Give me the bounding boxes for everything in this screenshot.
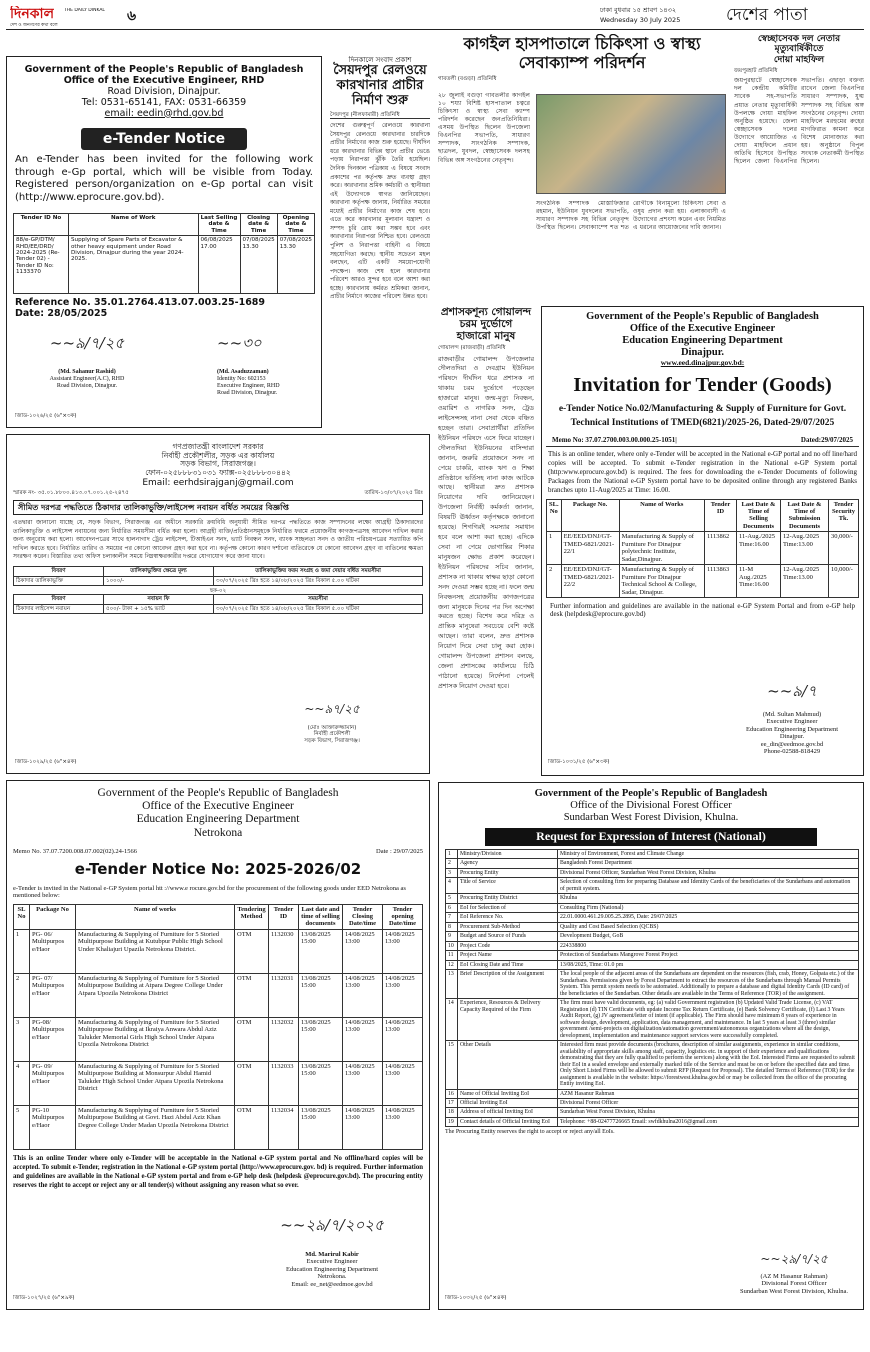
- td: Consulting Firm (National): [558, 903, 859, 912]
- td: 13/08/2025 15:00: [299, 1061, 343, 1105]
- memo-date: Date : 29/07/2025: [376, 847, 423, 855]
- td: OTM: [235, 929, 269, 973]
- td: The local people of the adjacent areas of the Sundarbans are dependent on the resources (fish, crab, Honey, Golpata etc.) of the Sundarbans. Permissions given by Forest Department to extract the resources of the Sundarbans through Manual Permits System. This permit system needs to be automated. Additionally to prepare a database and digital Identity Cards (ID card) of the beneficiaries of the Sundarban. Other details are available in the Terms of Reference (TOR) of the assignment.: [558, 970, 859, 999]
- td: 22.01.0000.461.29.005.25.2895, Date: 29/07/2025: [558, 913, 859, 922]
- td: 14/08/2025 13:00: [343, 1061, 383, 1105]
- byline: গাবতলী (বগুড়া) প্রতিনিধি: [438, 76, 497, 83]
- ad-email: email: eedin@rhd.gov.bd: [104, 107, 224, 119]
- th: Tender ID: [705, 499, 737, 532]
- th: SL. No: [547, 499, 562, 532]
- th: Tender Security Tk.: [829, 499, 859, 532]
- memo-row: [7, 840, 429, 855]
- ad-office: Office of the Executive Engineer: [142, 800, 294, 813]
- headline: কাগইল হাসপাতালে চিকিৎসা ও স্বাস্থ্য সেবাক্যাম্প পরিদর্শন: [463, 34, 701, 73]
- td: 1113862: [705, 532, 737, 565]
- td: 11-Aug./2025 Time:16.00: [737, 532, 781, 565]
- td: 10: [446, 941, 458, 950]
- ref-date: Date: 28/05/2025: [15, 308, 108, 320]
- article-body: দেশের গুরুত্বপূর্ণ রেলওয়ে কারখানা সৈয়দপুর রেলওয়ে কারখানার চারদিকে প্রাচীর নির্মাণের কাজ শুরু হয়েছে। দীর্ঘদিন ধরে কারখানার বিভিন্ন স্থানে প্রাচীর ভেঙে পড়ায় নিরাপত্তা ঝুঁকি তৈরি হয়েছিল। দৈনিক দিনকাল পত্রিকায় এ বিষয়ে সংবাদ প্রকাশের পর কর্তৃপক্ষ দ্রুত ব্যবস্থা গ্রহণ করে। কারখানার শ্রমিক কর্মচারী ও স্থানীয়রা এই উদ্যোগকে স্বাগত জানিয়েছেন। কারখানা কর্তৃপক্ষ জানায়, নির্ধারিত সময়ের মধ্যেই প্রাচীর নির্মাণের কাজ শেষ হবে। এতে করে কারখানার মূল্যবান যন্ত্রাংশ ও সম্পদ চুরি রোধ করা সম্ভব হবে এবং কারখানার নিরাপত্তা নিশ্চিত হবে। রেলওয়ে পুলিশ ও নিরাপত্তা বাহিনী এ বিষয়ে সহযোগিতা করছে। স্থানীয় সচেতন মহল বলছেন, এটি একটি সময়োপযোগী পদক্ষেপ। কাজ শেষ হলে কারখানার পরিবেশ আরও সুন্দর হবে বলে আশা করা হচ্ছে। কারখানায় কর্মরত শ্রমিকরা জানান, প্রাচীর নির্মাণে কাজের পরিবেশ উন্নত হবে।: [330, 123, 430, 301]
- td: 1: [547, 532, 562, 565]
- td: Ministry/Division: [458, 849, 558, 858]
- byline: সৈয়দপুর (নীলফামারী) প্রতিনিধি: [330, 112, 430, 119]
- eoi-row: [446, 1108, 859, 1117]
- section-title: দেশের পাতা: [726, 6, 808, 25]
- td: Quality and Cost Based Selection (QCBS): [558, 922, 859, 931]
- td: 14/08/2025 13:00: [343, 1017, 383, 1061]
- td: OTM: [235, 1105, 269, 1149]
- td: 1132030: [269, 929, 299, 973]
- notice-subtitle: e-Tender Notice No.02/Manufacturing & Supply of Furniture for Govt. Technical Institutions of TMED(6821)/2025-26, Dated-29/07/2025: [558, 404, 847, 428]
- td: 5: [446, 894, 458, 903]
- ad-tel: Tel: 0531-65141, FAX: 0531-66359: [81, 96, 247, 108]
- signature-mark: ~~২৯/৭/২৫: [760, 1253, 828, 1266]
- ad-office: নির্বাহী প্রকৌশলীর, সড়ক এর কার্যালয়: [161, 450, 275, 460]
- masthead: [6, 4, 864, 30]
- eoi-table-body: [446, 849, 859, 1126]
- td: Manufacturing & Supplying of Furniture for 5 Storied Multipurpose Building at Govt. Hazi Abdul Aziz Khan Degree College Under Madan Upozila Netrokona District: [76, 1105, 235, 1149]
- eoi-row: [446, 1089, 859, 1098]
- signature-mark: ~~৯/৭/২৫: [49, 335, 125, 352]
- td: Agency: [458, 859, 558, 868]
- notice-body: An e-Tender has been invited for the following work through e-Gp portal, which will be visible from Today. Registered person/organization on e-Gp portal can visit (http://www.eprocure.gov.bd).: [15, 153, 313, 204]
- headline: চরম দুর্ভোগে: [459, 318, 513, 331]
- td: 5: [14, 1105, 30, 1149]
- td: OTM: [235, 1017, 269, 1061]
- ad-gov-title: Government of the People's Republic of Bangladesh: [534, 788, 768, 799]
- td: 14/08/2025 13:00: [343, 973, 383, 1017]
- eoi-row: [446, 960, 859, 969]
- th: Last date and time of selling documents: [299, 904, 343, 929]
- td: 224338800: [558, 941, 859, 950]
- td: Divisional Forest Officer: [558, 1099, 859, 1108]
- td: PG-08/ Multipurpos e/Haor: [30, 1017, 76, 1061]
- forest-eoi-ad: [438, 782, 864, 1310]
- td: Procurement Sub-Method: [458, 922, 558, 931]
- th: Closing date & Time: [240, 213, 277, 235]
- ad-district: Netrokona: [193, 826, 243, 839]
- eoi-row: [446, 903, 859, 912]
- td: 18: [446, 1108, 458, 1117]
- signature-block: [257, 1217, 407, 1288]
- sig-line: Road Division, Dinajpur.: [56, 382, 118, 389]
- td: 30,000/-: [829, 532, 859, 565]
- td: 8: [446, 922, 458, 931]
- eoi-row: [446, 1041, 859, 1089]
- eoi-row: [446, 1117, 859, 1126]
- td: Supplying of Spare Parts of Excavator & other heavy equipment under Road Division, Dinajpur during the year 2024-2025.: [69, 236, 199, 294]
- td: 2: [446, 859, 458, 868]
- th: Tender ID: [269, 904, 299, 929]
- eoi-row: [446, 894, 859, 903]
- sig-line: Phone-02588-818429: [763, 748, 821, 756]
- td: 14/08/2025 13:00: [383, 973, 423, 1017]
- eoi-row: [446, 868, 859, 877]
- td: 13/08/2025 15:00: [299, 1017, 343, 1061]
- tagline: দেশ ও জনগণের কথা বলে: [10, 23, 58, 28]
- td: PG- 07/ Multipurpos e/Haor: [30, 973, 76, 1017]
- td: 14/08/2025 13:00: [343, 929, 383, 973]
- td: 13/08/2025, Time: 01.0 pm: [558, 960, 859, 969]
- eoi-row: [446, 951, 859, 960]
- dp-code: জিডি-১০৩১/২৫ (৬"×৩ক): [548, 759, 610, 765]
- td: Address of official Inviting EoI: [458, 1108, 558, 1117]
- footer-text: This is an online Tender where only e-Tender will be acceptable in the National e-GP system portal and No offline/hard copies will be accepted. To submit e-Tender, registration in the National e-GP system portal (http://www.eprocure.gov. bd) is required. Further information and guidelines are available in the National e-GP system portal and from e-GP help desk (helpdesk @eprocure.gov.bd). The procuring entity reserves the right to accept or reject any or all tender(s) without assigning any reason what so ever.: [13, 1154, 423, 1190]
- td: Budget and Source of Funds: [458, 932, 558, 941]
- td: 1132034: [269, 1105, 299, 1149]
- eoi-row: [446, 878, 859, 894]
- td: Procuring Entity: [458, 868, 558, 877]
- footer-text: Further information and guidelines are available in the national e-GP System Portal and from e-GP help desk (helpdesk@eprocure.gov.bd): [550, 602, 855, 619]
- signature-mark: ~~২৯/৭/২০২৫: [280, 1217, 384, 1234]
- sig-line: Identity No: 602153: [217, 375, 266, 382]
- sig-line: (AZ M Hasanur Rahman): [760, 1273, 828, 1280]
- td: 11-M Aug./2025 Time:16.00: [737, 565, 781, 598]
- th: Tender ID No: [14, 213, 69, 235]
- td: 10,000/-: [829, 565, 859, 598]
- sig-line: Executive Engineer: [766, 718, 818, 726]
- notice-title: e-Tender Notice: [81, 128, 247, 150]
- td: ঠিকাদার লাইসেন্স নবায়ন: [14, 604, 104, 613]
- sig-line: Email: ee_net@eedmoe.gov.bd: [291, 1280, 373, 1288]
- td: EoI for Selection of: [458, 903, 558, 912]
- td: Other Details: [458, 1041, 558, 1089]
- news-joypurhat: [734, 34, 864, 300]
- td: 3: [446, 868, 458, 877]
- news-kagoil: [438, 34, 726, 300]
- sig-line: (Md. Sultan Mahmud): [762, 711, 822, 718]
- eoi-row: [446, 913, 859, 922]
- byline: জয়পুরহাট প্রতিনিধি: [734, 68, 778, 75]
- rhd-dinajpur-tender-ad: [6, 56, 322, 428]
- ad-gov-title: Government of the People's Republic of Bangladesh: [97, 787, 339, 799]
- footer-text: The Procuring Entity reserves the right to accept or reject any/all EoIs.: [445, 1129, 615, 1136]
- th: তালিকাভুক্তির ফরম সংগ্রহ ও জমা দেয়ার বর্ধিত সময়সীমা: [214, 567, 423, 576]
- tender-table: [546, 499, 859, 599]
- table-label: ছক-০২: [209, 587, 227, 594]
- td: PG- 06/ Multipurpos e/Haor: [30, 929, 76, 973]
- th: Last Date & Time of Submission Documents: [781, 499, 829, 532]
- td: Manufacturing & Supplying of Furniture for 5 Storied Multipurpose Building at Monsurpur Abdul Hamid Talukder High School Under Atpara Upozila Netrokona District: [76, 1061, 235, 1105]
- ad-office: Office of the Executive Engineer: [629, 323, 776, 335]
- newspaper-logo: দিনকাল: [10, 6, 55, 22]
- th: Tender Closing Date/time: [343, 904, 383, 929]
- td: 14/08/2025 13:00: [383, 1105, 423, 1149]
- article-body: ২৮ জুলাই বগুড়া গাবতলীর কাগইল ১০ শয্যা বিশিষ্ট হাসপাতাল চত্বরে চিকিৎসা ও স্বাস্থ্য সেবা ক্যাম্প পরিদর্শন করেছেন জনপ্রতিনিধিরা। এসময় উপস্থিত ছিলেন উপজেলা বিএনপির সভাপতি, সাধারণ সম্পাদক, সাংগঠনিক সম্পাদক, ছাত্রদল, যুবদল, স্বেচ্ছাসেবক দলসহ বিভিন্ন অঙ্গ সংগঠনের নেতৃবৃন্দ।: [438, 92, 530, 164]
- table-1: [13, 566, 423, 586]
- td: Procuring Entity District: [458, 894, 558, 903]
- sig-line: Dinajpur.: [779, 733, 805, 741]
- ad-gov-title: Government of the People's Republic of Bangladesh: [24, 64, 304, 75]
- ad-district: Dinajpur.: [680, 347, 725, 359]
- notice-title: Request for Expression of Interest (National): [485, 828, 817, 846]
- signature-block-1: [17, 335, 157, 390]
- td: 1132031: [269, 973, 299, 1017]
- sig-line: সড়ক বিভাগ, সিরাজগঞ্জ।: [304, 737, 360, 744]
- td: Official Inviting EoI: [458, 1099, 558, 1108]
- td: Experience, Resources & Delivery Capacity Required of the Firm: [458, 999, 558, 1041]
- td: 14/08/2025 13:00: [383, 1061, 423, 1105]
- ad-department: Education Engineering Department: [136, 813, 300, 826]
- memo-date: Dated:29/07/2025: [800, 436, 853, 445]
- dp-code: জিডি-১০২৭/২৫ (৬"×৯ক): [13, 1295, 75, 1301]
- article-body: জয়পুরহাটে স্বেচ্ছাসেবক দল কেন্দ্রীয় কমিটির সাবেক সহ-সভাপতি প্রয়াত নেতার মৃত্যুবার্ষিকী উপলক্ষে দোয়া মাহফিল অনুষ্ঠিত হয়েছে। জেলা স্বেচ্ছাসেবক দলের উদ্যোগে আয়োজিত এ দোয়া মাহফিলে প্রধান অতিথি হিসেবে উপস্থিত ছিলেন জেলা বিএনপির সভাপতি। এছাড়া বক্তব্য রাখেন জেলা বিএনপির সাধারণ সম্পাদক, যুগ্ম সম্পাদক সহ বিভিন্ন অঙ্গ সংগঠনের নেতৃবৃন্দ। দোয়া মাহফিলে মরহুমের রুহের মাগফিরাত কামনা করে বিশেষ মোনাজাত করা হয়। অনুষ্ঠানে বিপুল সংখ্যক নেতাকর্মী উপস্থিত ছিলেন।: [734, 77, 864, 165]
- td: Development Budget, GoB: [558, 932, 859, 941]
- memo-no: Memo No: 37.07.2700.003.00.000.25-1051|: [552, 436, 677, 445]
- ad-gov-title: Government of the People's Republic of Bangladesh: [586, 311, 819, 322]
- eoi-row: [446, 849, 859, 858]
- sig-line: Education Engineering Department: [285, 1265, 379, 1273]
- th: SL No: [14, 904, 30, 929]
- td: Manufacturing & Supply of Furniture For Dinajpur Technical School & College, Sadar, Dinajpur.: [619, 565, 704, 598]
- th: Tender opening Date/time: [383, 904, 423, 929]
- th: Name of works: [76, 904, 235, 929]
- news-photo: [536, 94, 726, 194]
- td: EoI Reference No.: [458, 913, 558, 922]
- td: OTM: [235, 1061, 269, 1105]
- td: 9: [446, 932, 458, 941]
- td: 12: [446, 960, 458, 969]
- eed-netrokona-tender-ad: [6, 780, 430, 1310]
- ad-phone: ফোন-০২৫৮৮৮৩১০৩১ ফ্যাক্স-০২৫৮৮৮৩০৪৪২: [145, 467, 291, 477]
- eed-dinajpur-tender-ad: [541, 306, 864, 776]
- byline: গোয়ালন্দ (রাজবাড়ী) প্রতিনিধি: [438, 345, 506, 352]
- reference-no: Reference No. 35.01.2764.413.07.003.25-1689: [15, 297, 266, 309]
- article-body: সংগঠনিক সম্পাদক মোস্তাফিজার রহমান, ইউনিয়ন যুবদলের সভাপতি, সাধারণ সম্পাদক সহ বিভিন্ন নেতৃবৃন্দ উপস্থিত ছিলেন। সেবাক্যাম্পে শত শত রোগীকে বিনামূল্যে চিকিৎসা সেবা ও ওষুধ প্রদান করা হয়। এলাকাবাসী এ উদ্যোগের প্রশংসা করেন এবং নিয়মিত এ ধরনের আয়োজনের দাবি জানান।: [536, 200, 726, 232]
- th: সময়সীমা: [214, 595, 423, 604]
- td: 4: [446, 878, 458, 894]
- th: Last Date & Time of Selling Documents: [737, 499, 781, 532]
- td: 2: [14, 973, 30, 1017]
- eoi-row: [446, 941, 859, 950]
- ad-gov-title: গণপ্রজাতন্ত্রী বাংলাদেশ সরকার: [172, 442, 264, 451]
- td: Contact details of Official Inviting EoI: [458, 1117, 558, 1126]
- eoi-row: [446, 970, 859, 999]
- sig-line: (মোঃ আক্তারুজ্জামান): [307, 725, 357, 731]
- headline: দোয়া মাহফিল: [773, 54, 825, 65]
- news-saidpur: [330, 56, 430, 428]
- td: 14/08/2025 13:00: [383, 1017, 423, 1061]
- td: Sundarban West Forest Division, Khulna: [558, 1108, 859, 1117]
- eoi-table: [445, 849, 859, 1127]
- td: 12-Aug./2025 Time:13.00: [781, 565, 829, 598]
- sig-line: Executive Engineer, RHD: [217, 382, 280, 389]
- td: 1132032: [269, 1017, 299, 1061]
- eoi-row: [446, 922, 859, 931]
- td: 13/08/2025 15:00: [299, 973, 343, 1017]
- td: Manufacturing & Supplying of Furniture for 5 Storied Multipurpose Building at Kutubpur Public High School Under Khaliajuri Upazila Netrokona District.: [76, 929, 235, 973]
- td: 3: [14, 1017, 30, 1061]
- notice-intro: e-Tender is invited in the National e-GP System portal htt ://www.e rocure.gov.bd for the procurement of the following goods under EED Netrokona as mentioned below:: [13, 884, 406, 900]
- td: EE/EED/DNJ/GT-TMED-6821/2021-22/1: [561, 532, 619, 565]
- td: ৩০/০৭/২০২৫ খ্রিঃ হতে ১৪/০৮/২০২৫ খ্রিঃ বিকাল ৫.০০ ঘটিকা: [214, 576, 423, 585]
- tender-table: [13, 904, 423, 1150]
- th: বিবরণ: [14, 567, 104, 576]
- td: 6: [446, 903, 458, 912]
- newspaper-logo-sub: THE DAILY DINKAL: [64, 8, 105, 13]
- page-number: ৬: [127, 8, 137, 24]
- eoi-row: [446, 1099, 859, 1108]
- td: Manufacturing & Supplying of Furniture for 5 Storied Multipurpose Building at Ikraiya Anwara Abdul Aziz Talukder Memorial Girls High School Under Atpara Upozila Netrokona District: [76, 1017, 235, 1061]
- signature-block: [722, 683, 862, 756]
- memo-row: [7, 488, 429, 498]
- th: নবায়ন ফি: [104, 595, 214, 604]
- td: 14/08/2025 13:00: [343, 1105, 383, 1149]
- dp-code: জিডি-১০২৯/২৫ (৬"×৪ক): [15, 759, 77, 765]
- notice-title: e-Tender Notice No: 2025-2026/02: [74, 860, 362, 879]
- td: Ministry of Environment, Forest and Climate Change: [558, 849, 859, 858]
- td: Title of Service: [458, 878, 558, 894]
- ad-website: www.eed.dinajpur.gov.bd:: [660, 358, 745, 368]
- td: Khulna: [558, 894, 859, 903]
- td: 1113863: [705, 565, 737, 598]
- headline: প্রশাসকশূন্য গোয়ালন্দ: [440, 306, 532, 318]
- eoi-row: [446, 999, 859, 1041]
- headline: হাজারো মানুষ: [456, 330, 516, 343]
- sirajganj-road-ad: [6, 434, 430, 774]
- headline: মৃত্যুবার্ষিকীতে: [774, 44, 824, 55]
- td: Telephone: +88-02477726665 Email: swfdkhulna2016@gmail.com: [558, 1117, 859, 1126]
- sig-line: (Md. Sahanur Rashid): [58, 369, 116, 375]
- td: 13/08/2025 15:00: [299, 929, 343, 973]
- th: Last Selling date & Time: [198, 213, 240, 235]
- kicker: দিনকালে সংবাদ প্রকাশ: [348, 56, 412, 64]
- td: 11: [446, 951, 458, 960]
- td: 15: [446, 1041, 458, 1089]
- td: 19: [446, 1117, 458, 1126]
- td: Interested firm must provide documents (brochures, description of similar assignments, experience in similar conditions, availability of appropriate skills among staff, capacity, logistics etc. in support of their experience and qualifications demonstrating that they are fully qualified to perform the services) along with the EoI. Interested Firms are requested to submit their EoI in a sealed envelope and externally marked title of the Service and must be on or before the specified date and time. Only Short Listed Firms will be allowed to submit RFP (Request for Proposal). The detailed Terms of Reference (TOR) for the assignment is available in the website: https://forestwest.khulna.gov.bd or may be collected from the office of the procuring Entity inviting EoI.: [558, 1041, 859, 1089]
- ad-email: Email: eerhdsirajganj@gmail.com: [142, 477, 294, 488]
- td: Project Code: [458, 941, 558, 950]
- td: 2: [547, 565, 562, 598]
- sig-line: (Md. Asaduzzaman): [217, 369, 269, 375]
- ad-office: Office of the Executive Engineer, RHD: [63, 74, 265, 86]
- td: 14/08/2025 13:00: [383, 929, 423, 973]
- sig-line: Education Engineering Department: [745, 725, 839, 733]
- td: 13/08/2025 15:00: [299, 1105, 343, 1149]
- td: Manufacturing & Supply of Furniture For Dinajpur polytechnic Institute, Sadar,Dinajpur.: [619, 532, 704, 565]
- th: Package No: [30, 904, 76, 929]
- notice-body: This is an online tender, where only e-Tender will be accepted in the National e-GP portal and no off line/hard copies will be accepted. To submit e-Tender registration in the National e-GP System portal (http:www.eprocure.gov.bd) is required. The fees for downloading the e-Tender Documents of following Packages from the National e-GP System portal have to be deposited online through any registered Banks branches upto 11-Aug/2025 at Time: 16.00.: [548, 450, 857, 495]
- eoi-row: [446, 932, 859, 941]
- ad-division: Sundarban West Forest Division, Khulna.: [563, 812, 739, 824]
- notice-title: সীমিত দরপত্র পদ্ধতিতে ঠিকাদার তালিকাভুক্তি/লাইসেন্স নবায়ন বর্ধিত সময়ের বিজ্ঞপ্তি: [13, 500, 423, 515]
- td: Brief Description of the Assignment: [458, 970, 558, 999]
- tender-table: [13, 213, 315, 294]
- ad-division: সড়ক বিভাগ, সিরাজগঞ্জ।: [180, 459, 256, 469]
- th: Package No.: [561, 499, 619, 532]
- td: Project Name: [458, 951, 558, 960]
- ad-department: Education Engineering Department: [622, 335, 783, 347]
- th: Name of Works: [619, 499, 704, 532]
- td: 13: [446, 970, 458, 999]
- td: ১০০০/-: [104, 576, 214, 585]
- memo-no: স্মারক নং- ৩৫.০১.৮৮০০.৪১৩.০৭.০০১.২৫-২৪৭৫: [13, 489, 129, 496]
- signature-mark: ~~৩০: [217, 335, 262, 352]
- td: OTM: [235, 973, 269, 1017]
- news-goalanda: [438, 306, 534, 776]
- sig-line: Md. Marirul Kabir: [305, 1251, 359, 1258]
- memo-no: Memo No. 37.07.7200.008.07.002(02).24-1566: [13, 847, 138, 855]
- signature-block-2: [217, 335, 317, 397]
- td: 4: [14, 1061, 30, 1105]
- signature-block: [729, 1253, 859, 1295]
- sig-line: Road Division, Dinajpur.: [217, 389, 278, 396]
- sig-line: Sundarban West Forest Division, Khulna.: [739, 1287, 849, 1295]
- td: The firm must have valid documents, eg: (a) valid Government registration (b) Updated Valid Trade License, (c) VAT Registration (d) TIN Certificate with update Income Tax Return Certificate, (e) Bank Solvency Certificate, (f) Last 3 Years Audit Report, (g) JV agreement/letter of intent (if applicable). The Firm should have minimum 8 years of experience in software design, development, application, data management, and maintenance. In last 5 years at least 3 (three) similar government /semi-projects on digitalization/automation government/autonomous organizations where all the design, development, implementation and maintenance support services were successfully completed.: [558, 999, 859, 1041]
- sig-line: ee_din@eedmoe.gov.bd: [760, 740, 824, 748]
- signature-mark: ~~৯/৭: [767, 683, 817, 700]
- signature-mark: ~~৯৭/২৫: [304, 703, 360, 716]
- ad-office: Office of the Divisional Forest Officer: [570, 800, 732, 812]
- dp-code: জিডি-১০২৬/২৫ (৬"×৩ক): [15, 413, 77, 419]
- notice-title: Invitation for Tender (Goods): [573, 373, 832, 396]
- td: 12-Aug./2025 Time:13.00: [781, 532, 829, 565]
- td: 88/e-GP/DTM/ RHD/EE/DRD/ 2024-2025 (Re-Tender 02) - Tender ID No: 1133370: [14, 236, 69, 294]
- th: Name of Work: [69, 213, 199, 235]
- td: 1: [14, 929, 30, 973]
- headline: সৈয়দপুর রেলওয়ে কারখানার প্রাচীর নির্মাণ শুরু: [333, 63, 427, 108]
- dp-code: জিডি-১০৩২/২৫ (৬"×৪ক): [445, 1295, 507, 1301]
- td: 07/08/2025 13.30: [277, 236, 314, 294]
- table-2: [13, 594, 423, 614]
- th: Opening date & Time: [277, 213, 314, 235]
- td: ৫০০/- টাকা + ১৫% ভ্যাট: [104, 604, 214, 613]
- td: ঠিকাদার তালিকাভুক্তি: [14, 576, 104, 585]
- th: Tendering Method: [235, 904, 269, 929]
- signature-block: [257, 703, 407, 744]
- date-english: Wednesday 30 July 2025: [600, 17, 681, 24]
- td: AZM Hasanur Rahman: [558, 1089, 859, 1098]
- td: EE/EED/DNJ/GT-TMED-6821/2021-22/2: [561, 565, 619, 598]
- td: Selection of consulting firm for preparing Database and Identity Cards of the beneficiaries of the Sundarbans and automation of permit system.: [558, 878, 859, 894]
- td: 7: [446, 913, 458, 922]
- memo-date: তারিখ-১৩/০৭/২০২৫ খ্রিঃ: [364, 489, 423, 496]
- sig-line: Netrokona.: [317, 1273, 347, 1281]
- notice-body: এতদ্বারা জানানো যাচ্ছে যে, সড়ক বিভাগ, সিরাজগঞ্জ এর অধীনে সরকারি ক্রয়বিধি অনুযায়ী সীমিত দরপত্র পদ্ধতিতে কাজ সম্পাদনের লক্ষ্যে আগ্রহী ঠিকাদারদের তালিকাভুক্তি ও লাইসেন্স নবায়নের জন্য নির্ধারিত সময়সীমা বর্ধিত করা হলো। আগ্রহী ব্যক্তি/প্রতিষ্ঠানসমূহকে নির্ধারিত ফরমে প্রয়োজনীয় কাগজপত্রসহ আবেদন দাখিল করার জন্য অনুরোধ করা হলো। আবেদনপত্রের সাথে হালনাগাদ ট্রেড লাইসেন্স, টিআইএন সনদ, ভ্যাট নিবন্ধন সনদ, ব্যাংক সচ্ছলতা সনদ ও জাতীয় পরিচয়পত্রের সত্যায়িত কপি দাখিল করতে হবে। নির্ধারিত তারিখ ও সময়ের পর কোনো আবেদন গ্রহণ করা হবে না। কর্তৃপক্ষ কোনো কারণ দর্শানো ব্যতিরেকে যে কোনো আবেদন গ্রহণ বা বাতিলের ক্ষমতা সংরক্ষণ করেন। বিস্তারিত তথ্য অফিস চলাকালীন সময়ে নিম্নস্বাক্ষরকারীর দপ্তরে যোগাযোগ করে জানা যাবে।: [13, 519, 423, 560]
- eoi-row: [446, 859, 859, 868]
- headline: স্বেচ্ছাসেবক দল নেতার: [757, 34, 841, 44]
- td: PG- 09/ Multipurpos e/Haor: [30, 1061, 76, 1105]
- td: Divisional Forest Officer, Sundarban West Forest Division, Khulna: [558, 868, 859, 877]
- sig-line: Divisional Forest Officer: [761, 1280, 827, 1288]
- td: EoI Closing Date and Time: [458, 960, 558, 969]
- ad-division: Road Division, Dinajpur.: [107, 85, 221, 97]
- th: বিবরণ: [14, 595, 104, 604]
- td: Manufacturing & Supplying of Furniture for 5 Storied Multipurpose Building at Atpara Degree College Under Atpara Upozila Netrokona District: [76, 973, 235, 1017]
- td: Bangladesh Forest Department: [558, 859, 859, 868]
- td: 06/08/2025 17.00: [198, 236, 240, 294]
- td: Protection of Sundarbans Mangrove Forest Project: [558, 951, 859, 960]
- sig-line: নির্বাহী প্রকৌশলী: [313, 731, 351, 738]
- th: তালিকাভুক্তির ক্ষেত্রে মূল্য: [104, 567, 214, 576]
- memo-row: [546, 430, 859, 447]
- td: 07/08/2025 13.30: [240, 236, 277, 294]
- sig-line: Assistant Engineer(A.C), RHD: [49, 375, 125, 382]
- td: PG-10 Multipurpos e/Haor: [30, 1105, 76, 1149]
- td: 17: [446, 1099, 458, 1108]
- date-bangla: ঢাকা বুধবার ১৫ শ্রাবণ ১৪৩২: [600, 7, 677, 14]
- td: ৩০/০৭/২০২৫ খ্রিঃ হতে ১৪/০৮/২০২৫ খ্রিঃ বিকাল ৫.০০ ঘটিকা: [214, 604, 423, 613]
- td: 14: [446, 999, 458, 1041]
- td: 1: [446, 849, 458, 858]
- td: Name of Official Inviting EoI: [458, 1089, 558, 1098]
- article-body: রাজবাড়ীর গোয়ালন্দ উপজেলার দৌলতদিয়া ও দেবগ্রাম ইউনিয়ন পরিষদে দীর্ঘদিন ধরে প্রশাসক না থাকায় চরম দুর্ভোগে পড়েছেন হাজারো মানুষ। জন্ম-মৃত্যু নিবন্ধন, ওয়ারিশ ও নাগরিক সনদ, ট্রেড লাইসেন্সসহ নানা সেবা থেকে বঞ্চিত হচ্ছেন তারা। সেবাপ্রার্থীরা প্রতিদিন ইউনিয়ন পরিষদে এসে ফিরে যাচ্ছেন। দৌলতদিয়া ইউনিয়নের বাসিন্দারা জানান, জরুরি প্রয়োজনে সনদ না পেয়ে চাকরি, ব্যাংক ঋণ ও শিক্ষা প্রতিষ্ঠানে ভর্তিসহ নানা কাজ আটকে আছে। স্থানীয়রা দ্রুত প্রশাসক নিয়োগের দাবি জানিয়েছেন। উপজেলা নির্বাহী কর্মকর্তা জানান, বিষয়টি ঊর্ধ্বতন কর্তৃপক্ষকে জানানো হয়েছে। শিগগিরই সমস্যার সমাধান হবে বলে আশা করা হচ্ছে। এদিকে সেবা না পেয়ে ভোগান্তির শিকার মানুষজন ক্ষোভ প্রকাশ করেছেন। ইউনিয়ন পরিষদের সচিব জানান, প্রশাসক না থাকায় স্বাক্ষর ছাড়া কোনো সনদ দেওয়া সম্ভব হচ্ছে না। ফলে জন্ম নিবন্ধনসহ প্রয়োজনীয় কাগজপত্রের জন্য মানুষকে দিনের পর দিন অপেক্ষা করতে হচ্ছে। বিশেষ করে দরিদ্র ও প্রান্তিক মানুষেরা সবচেয়ে বেশি কষ্টে আছেন। তারা বলেন, দ্রুত প্রশাসক নিয়োগ দিয়ে সেবা চালু করা হোক। গোয়ালন্দ উপজেলা প্রশাসন বলছে, জেলা প্রশাসকের কার্যালয়ে চিঠি পাঠানো হয়েছে। নির্দেশনা পেলেই প্রশাসক নিয়োগ দেওয়া হবে।: [438, 354, 534, 690]
- td: 1132033: [269, 1061, 299, 1105]
- sig-line: Executive Engineer: [306, 1258, 358, 1266]
- td: 16: [446, 1089, 458, 1098]
